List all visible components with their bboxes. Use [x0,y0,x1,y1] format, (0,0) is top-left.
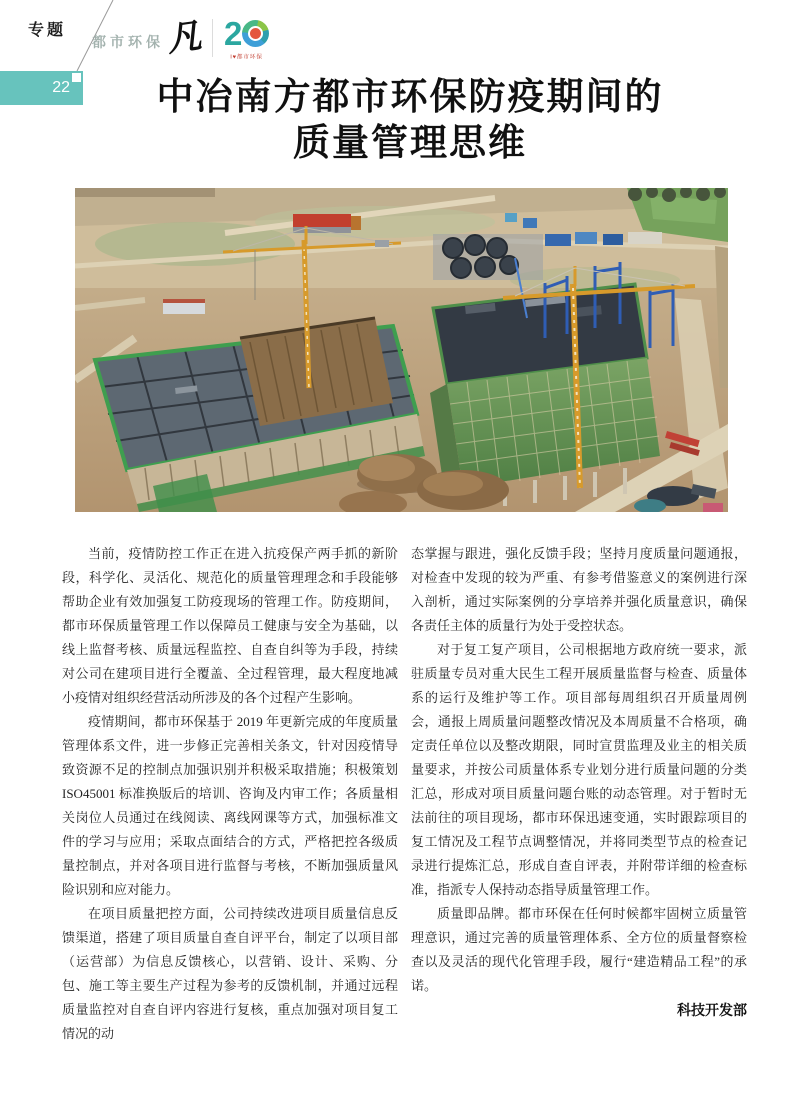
brand-calligraphy-icon: 凡 [164,15,204,61]
construction-site-photo [75,188,728,512]
paragraph: 对于复工复产项目，公司根据地方政府统一要求，派驻质量专员对重大民生工程开展质量监督与检查、质量体系的运行及维护等工作。项目部每周组织召开质量周例会，通报上周质量问题整改情况及本周质量不合格项，确定责任单位以及整改期限，同时宣贯监理及业主的相关质量要求，并按公司质量体系专业划分进行质量问题的分类汇总，形成对项目质量问题台账的动态管理。对于暂时无法前往的项目现场，都市环保迅速变通，实时跟踪项目的复工情况及工程节点调整情况，并将同类型节点的检查记录进行提炼汇总，形成自查自评表，并附带详细的检查标准，指派专人保持动态指导质量管理工作。 [411,642,747,897]
brand-divider [212,19,213,57]
title-line-1: 中冶南方都市环保防疫期间的 [156,76,664,117]
anniversary-20-logo [224,14,269,62]
page-number: 22 [52,79,70,96]
paragraph: 疫情期间，都市环保基于 2019 年更新完成的年度质量管理体系文件，进一步修正完善相关条文，针对因疫情导致资源不足的控制点加强识别并积极采取措施；积极策划 ISO45001 标准换版后的培训、咨询及内审工作；各质量相关岗位人员通过在线阅读、离线网课等方式，加强标准文件的学习与应用；采取点面结合的方式，严格把控各级质量控制点，并对各项目进行监督与考核，不断加强质量风险识别和应对能力。 [62,714,398,897]
logo-digit-0-icon [242,20,269,47]
paragraph: 质量即品牌。都市环保在任何时候都牢固树立质量管理意识，通过完善的质量管理体系、全方位的质量督察检查以及灵活的现代化管理手段，履行“建造精品工程”的承诺。 [411,906,747,993]
article-column-left [62,542,398,1046]
paragraph-continuation: 态掌握与跟进，强化反馈手段；坚持月度质量问题通报，对检查中发现的较为严重、有参考借鉴意义的案例进行深入剖析，通过实际案例的分享培养并强化质量意识，确保各责任主体的质量行为处于受控状态。 [411,546,747,633]
red-roof-building [293,214,361,233]
anniversary-tagline: I♥都市环保 [230,52,263,60]
author-signature: 科技开发部 [677,1002,747,1018]
logo-center-dot-icon [248,26,263,41]
topic-label: 专题 [28,22,67,39]
article-title [0,74,800,166]
title-line-2: 质量管理思维 [293,122,527,163]
brand-name: 都市环保 [92,34,164,50]
paragraph: 在项目质量把控方面，公司持续改进项目质量信息反馈渠道，搭建了项目质量自查自评平台，制定了以项目部（运营部）为信息反馈核心，以营销、设计、采购、分包、施工等主要生产过程为参考的反馈机制，并通过远程质量监控对自查自评内容进行复核，重点加强对项目复工情况的动 [62,906,398,1041]
article-column-right [411,542,747,1022]
brand-header [92,14,269,62]
logo-20-mark [224,14,269,52]
photo-frame [75,188,728,512]
paragraph: 当前，疫情防控工作正在进入抗疫保产两手抓的新阶段，科学化、灵活化、规范化的质量管理理念和手段能够帮助企业有效加强复工防疫现场的管理工作。防疫期间，都市环保质量管理工作以保障员工健康与安全为基础，以线上监督考核、质量远程监控、自查自纠等为手段，持续对公司在建项目进行全覆盖、全过程管理，最大程度地减小疫情对组织经营活动所涉及的各个过程产生影响。 [62,546,398,705]
logo-digit-2: 2 [224,14,242,52]
